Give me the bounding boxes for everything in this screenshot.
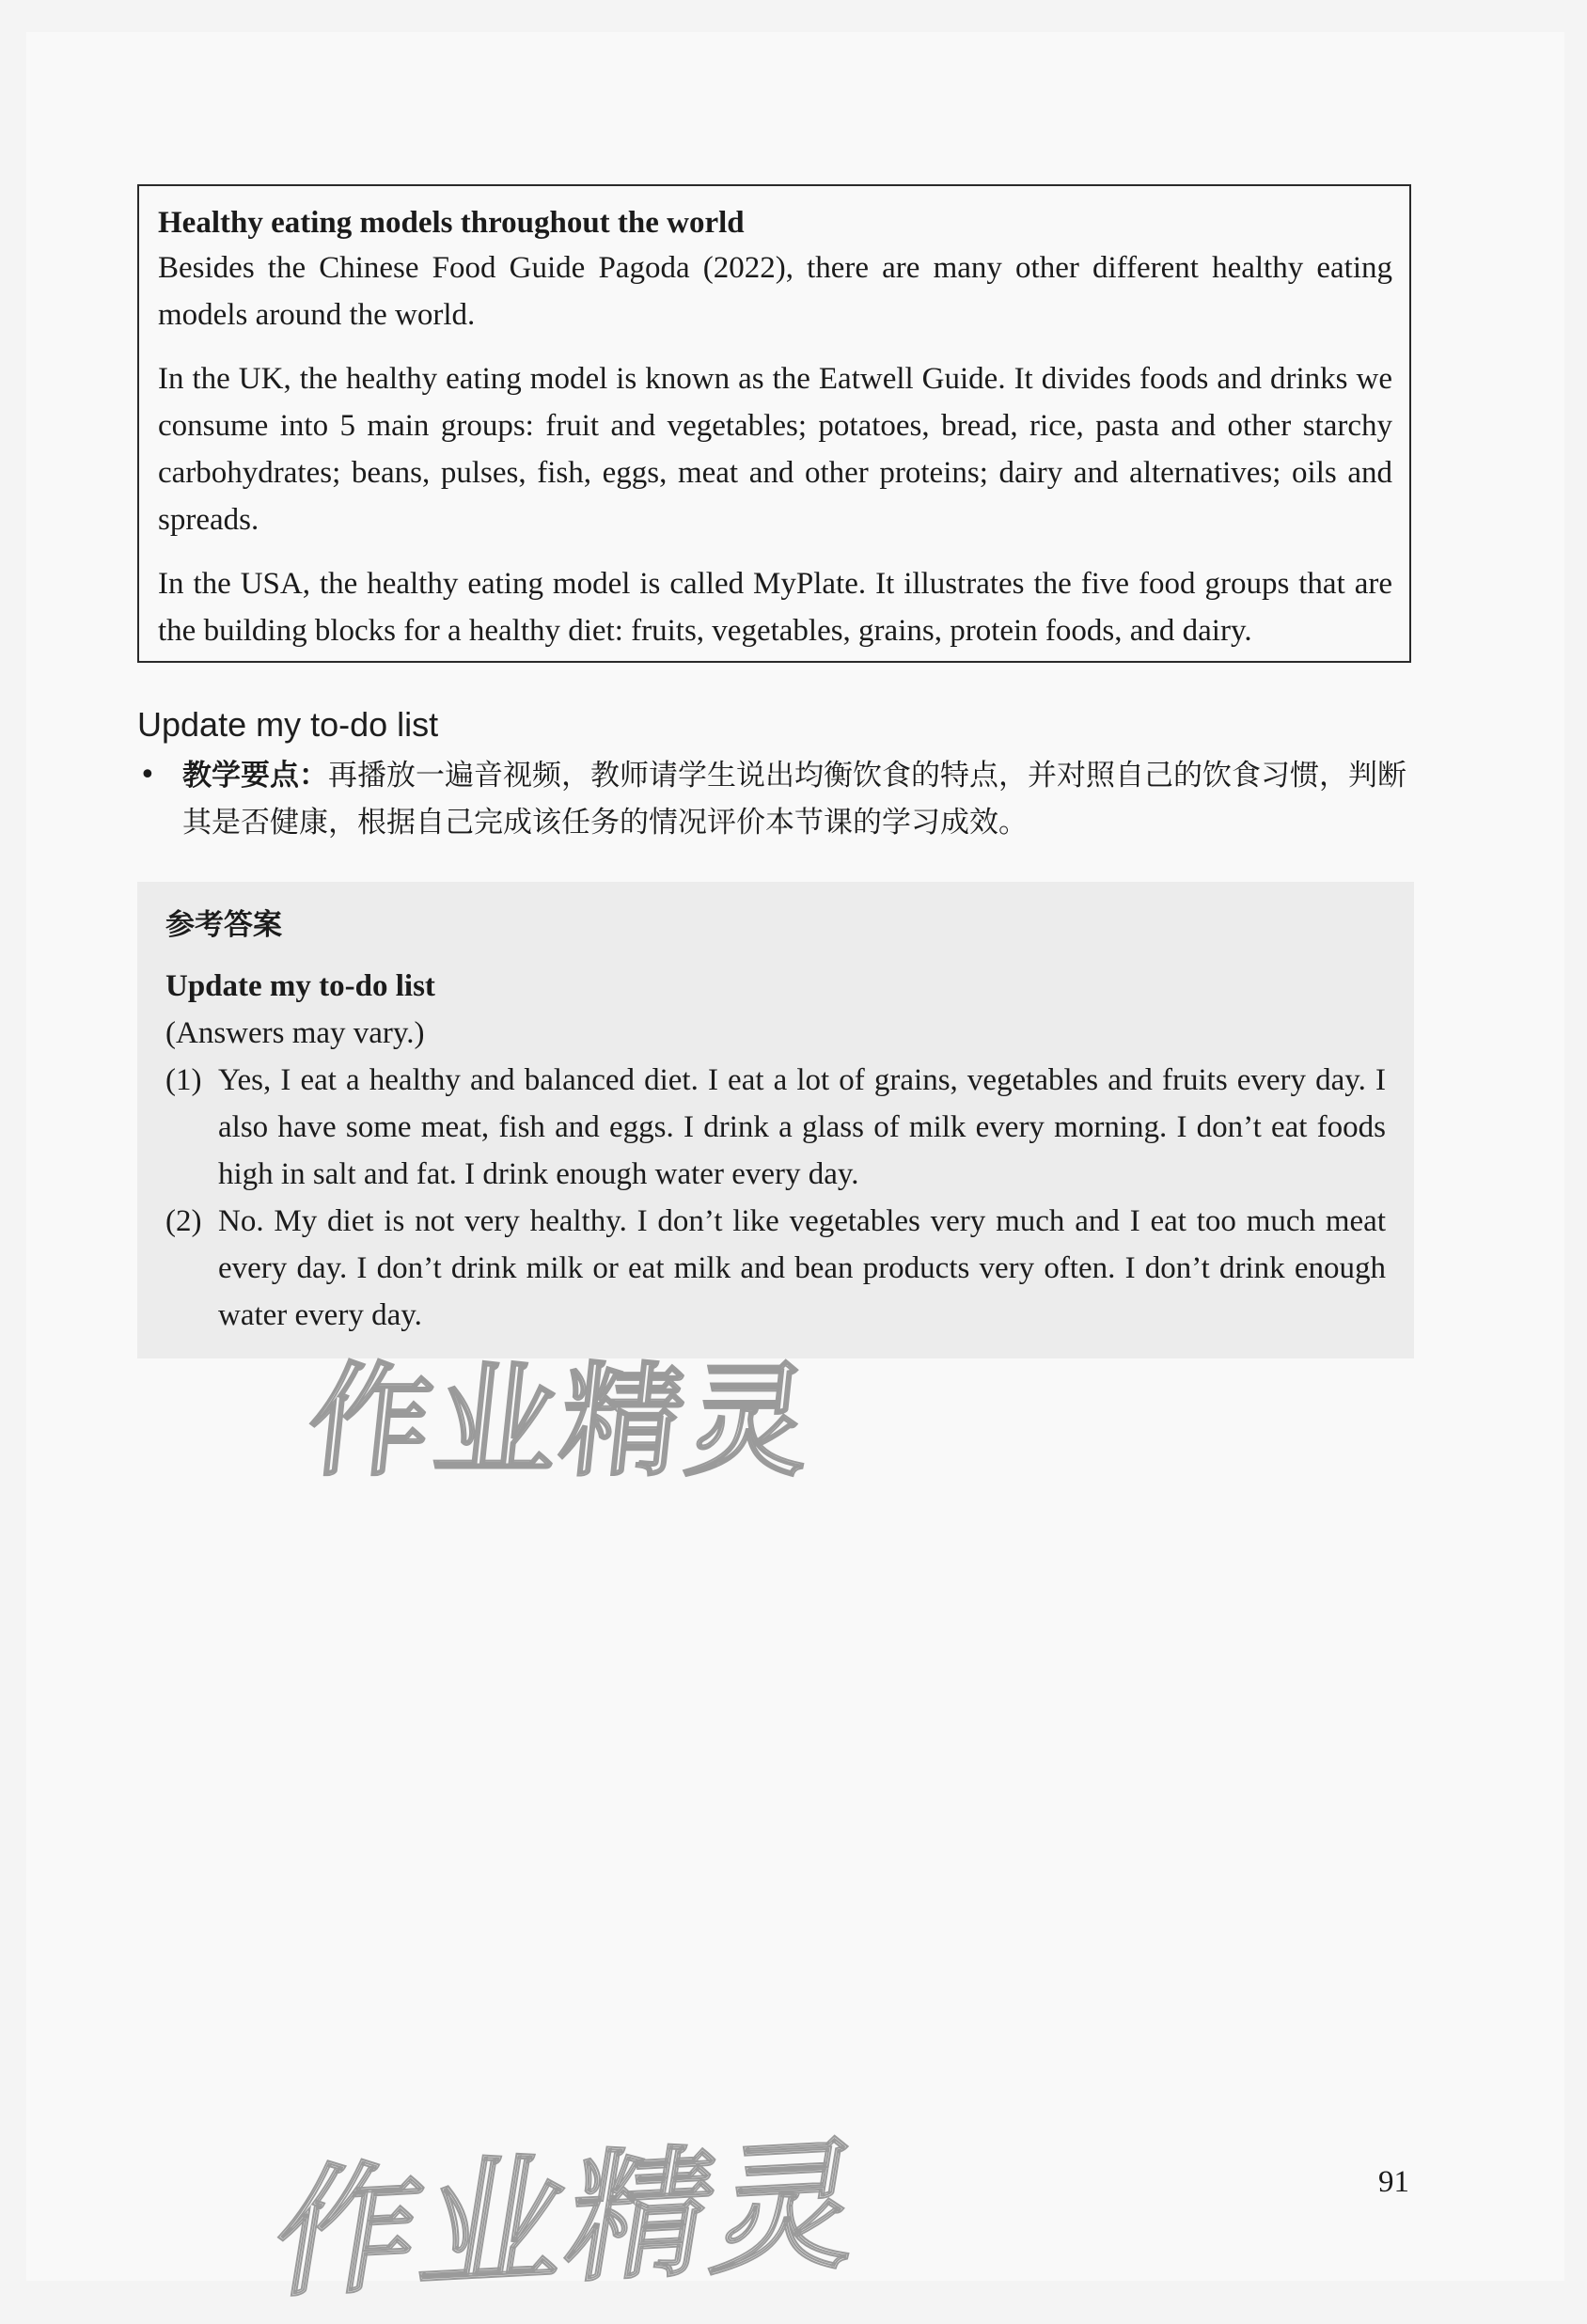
answer-item-text: No. My diet is not very healthy. I don’t like vegetables very much and I eat too much meat every day. I don’t drink milk or eat milk and bean products very often. I don’t drink enough water every day. (218, 1204, 1386, 1332)
teaching-point-text: 再播放一遍音视频，教师请学生说出均衡饮食的特点，并对照自己的饮食习惯，判断其是否健康，根据自己完成该任务的情况评价本节课的学习成效。 (182, 759, 1406, 840)
answer-item-number: (2) (165, 1204, 202, 1238)
info-paragraph-2: In the UK, the healthy eating model is known as the Eatwell Guide. It divides foods and drinks we consume into 5 main groups: fruit and vegetables; potatoes, bread, rice, pasta and other starchy carbohydrates; beans, pulses, fish, eggs, meat and other proteins; dairy and alternatives; oils and spreads. (158, 362, 1392, 537)
teaching-point-label: 教学要点： (182, 759, 328, 793)
page-number: 91 (1378, 2165, 1409, 2199)
info-paragraph-3: In the USA, the healthy eating model is called MyPlate. It illustrates the five food groups that are the building blocks for a healthy diet: fruits, vegetables, grains, protein foods, and dairy. (158, 567, 1392, 648)
watermark: 作业精灵 (263, 2123, 875, 2317)
answer-box (137, 882, 1414, 1358)
answer-subheading: Update my to-do list (165, 969, 435, 1003)
section-title: Update my to-do list (137, 705, 439, 744)
answer-heading: 参考答案 (165, 908, 282, 942)
teaching-point (137, 752, 1416, 846)
info-paragraph-1: Besides the Chinese Food Guide Pagoda (2022), there are many other different healthy eating models around the world. (158, 251, 1392, 332)
answer-item (165, 1198, 1386, 1339)
info-box-title: Healthy eating models throughout the world (158, 206, 745, 240)
watermark: 作业精灵 (301, 1350, 821, 1493)
answer-note: (Answers may vary.) (165, 1016, 425, 1050)
answer-list (165, 1057, 1386, 1339)
answer-item-text: Yes, I eat a healthy and balanced diet. I eat a lot of grains, vegetables and fruits every day. I also have some meat, fish and eggs. I drink a glass of milk every morning. I don’t eat foods high in salt and fat. I drink enough water every day. (218, 1063, 1386, 1191)
answer-item (165, 1057, 1386, 1198)
info-box (137, 184, 1411, 663)
bullet-dot: • (139, 759, 156, 792)
answer-item-number: (1) (165, 1063, 202, 1097)
